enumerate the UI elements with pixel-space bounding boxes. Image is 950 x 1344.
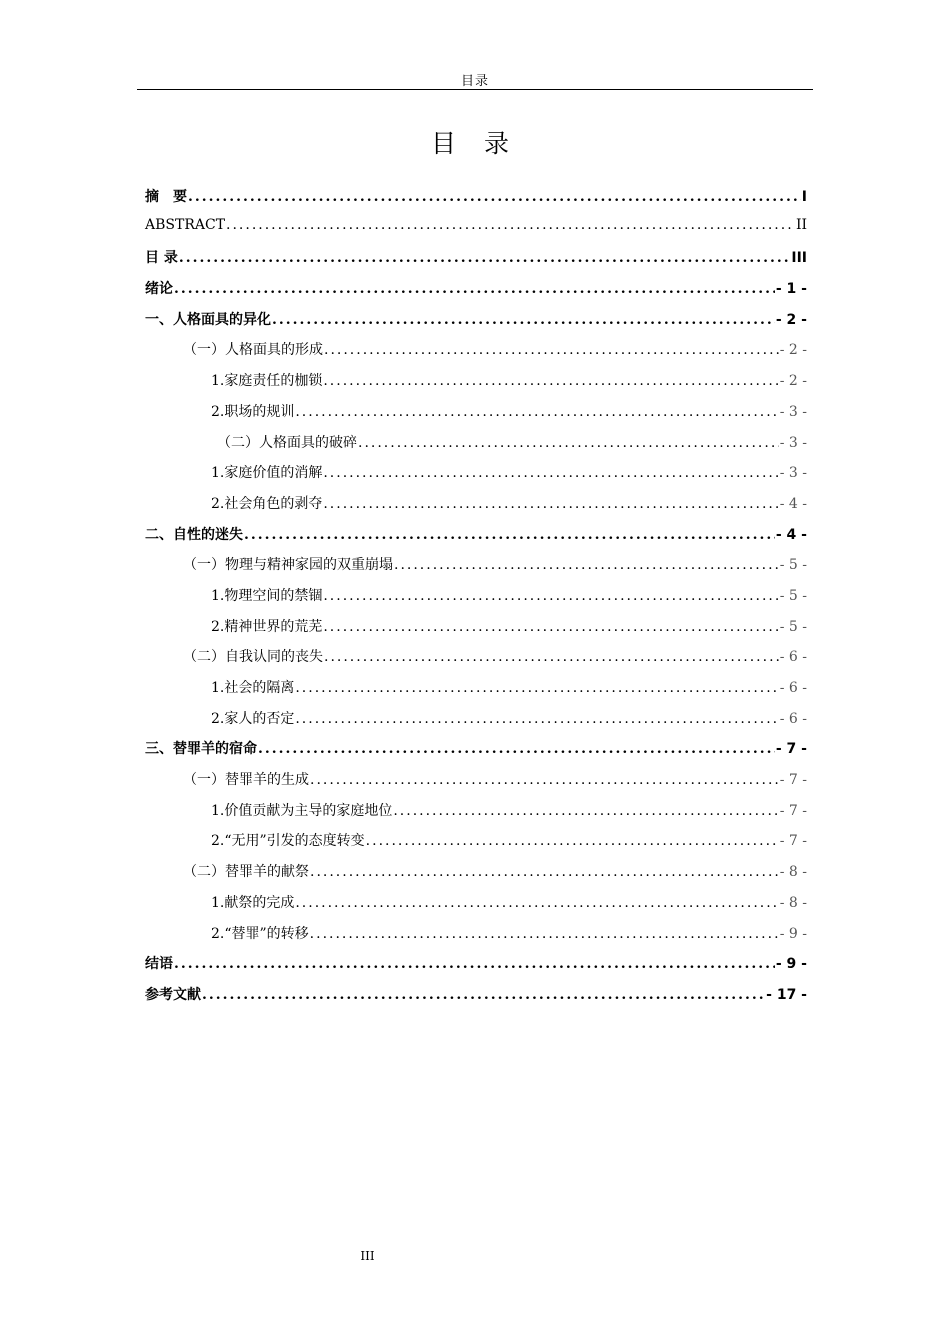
- toc-dot-leader: [323, 373, 778, 389]
- toc-entry[interactable]: [145, 769, 807, 800]
- toc-entry-label: 一、人格面具的异化: [145, 311, 271, 328]
- toc-dot-leader: [310, 772, 779, 788]
- page-title: 目 录: [431, 129, 519, 158]
- toc-entry[interactable]: [145, 339, 807, 370]
- toc-entry-label: （一）物理与精神家园的双重崩塌: [183, 557, 393, 574]
- toc-entry-label: 二、自性的迷失: [145, 526, 243, 543]
- toc-dot-leader: [310, 864, 779, 880]
- toc-entry-page: - 3 -: [779, 434, 807, 451]
- table-of-contents: [145, 186, 807, 1015]
- toc-entry-label: 2.社会角色的剥夺: [211, 495, 323, 512]
- toc-entry-page: - 3 -: [779, 465, 807, 482]
- toc-entry-label: 1.物理空间的禁锢: [211, 587, 323, 604]
- running-header: 目录: [460, 74, 489, 89]
- toc-entry-page: - 2 -: [775, 311, 807, 328]
- toc-entry-page: II: [795, 216, 807, 233]
- toc-dot-leader: [295, 711, 778, 727]
- toc-entry-label: 1.家庭价值的消解: [211, 465, 323, 482]
- toc-entry[interactable]: [145, 217, 807, 248]
- toc-entry-page: - 3 -: [779, 403, 807, 420]
- toc-entry-page: - 17 -: [766, 986, 807, 1003]
- toc-entry-page: - 2 -: [779, 373, 807, 390]
- toc-entry-label: 参考文献: [145, 986, 201, 1003]
- toc-entry-page: - 7 -: [775, 741, 807, 758]
- toc-entry[interactable]: [145, 247, 807, 278]
- toc-dot-leader: [295, 404, 778, 420]
- toc-entry[interactable]: [145, 646, 807, 677]
- toc-entry[interactable]: [145, 524, 807, 555]
- toc-entry-page: - 5 -: [779, 618, 807, 635]
- toc-entry-label: 2.家人的否定: [211, 710, 295, 727]
- toc-entry-page: - 5 -: [779, 557, 807, 574]
- toc-entry-label: 2.“替罪”的转移: [211, 925, 309, 942]
- toc-dot-leader: [174, 281, 775, 297]
- toc-entry-label: 1.家庭责任的枷锁: [211, 373, 323, 390]
- toc-dot-leader: [188, 189, 801, 205]
- toc-dot-leader: [295, 680, 778, 696]
- toc-dot-leader: [394, 557, 779, 573]
- toc-dot-leader: [244, 527, 775, 543]
- toc-entry-label: （二）自我认同的丧失: [183, 649, 323, 666]
- toc-entry[interactable]: [145, 493, 807, 524]
- toc-entry-page: - 2 -: [779, 342, 807, 359]
- toc-entry-label: 1.价值贡献为主导的家庭地位: [211, 802, 393, 819]
- toc-entry[interactable]: [145, 309, 807, 340]
- toc-entry[interactable]: [145, 370, 807, 401]
- toc-entry-label: 2.“无用”引发的态度转变: [211, 833, 365, 850]
- toc-dot-leader: [323, 588, 778, 604]
- toc-entry-page: - 1 -: [775, 281, 807, 298]
- toc-dot-leader: [323, 465, 778, 481]
- toc-entry[interactable]: [145, 708, 807, 739]
- toc-entry[interactable]: [145, 462, 807, 493]
- toc-entry[interactable]: [145, 432, 807, 463]
- toc-entry[interactable]: [145, 861, 807, 892]
- toc-dot-leader: [202, 987, 765, 1003]
- toc-dot-leader: [258, 741, 775, 757]
- toc-entry[interactable]: [145, 984, 807, 1015]
- toc-dot-leader: [272, 312, 775, 328]
- toc-entry-label: 2.精神世界的荒芜: [211, 618, 323, 635]
- toc-entry-page: - 7 -: [779, 802, 807, 819]
- toc-dot-leader: [295, 895, 778, 911]
- toc-entry-page: - 9 -: [779, 925, 807, 942]
- toc-dot-leader: [179, 250, 790, 266]
- toc-dot-leader: [324, 649, 779, 665]
- toc-dot-leader: [324, 342, 779, 358]
- toc-entry-page: - 6 -: [779, 649, 807, 666]
- toc-entry[interactable]: [145, 738, 807, 769]
- toc-dot-leader: [174, 956, 775, 972]
- toc-dot-leader: [358, 435, 779, 451]
- toc-entry-page: - 4 -: [775, 526, 807, 543]
- toc-entry-label: 摘 要: [145, 189, 187, 205]
- toc-entry[interactable]: [145, 616, 807, 647]
- toc-entry[interactable]: [145, 677, 807, 708]
- toc-entry-label: 2.职场的规训: [211, 403, 295, 420]
- toc-entry-page: III: [791, 250, 807, 267]
- header-rule: [137, 89, 813, 90]
- toc-entry-label: （二）替罪羊的献祭: [183, 864, 309, 881]
- toc-entry-label: 三、替罪羊的宿命: [145, 741, 257, 758]
- toc-entry-label: （一）人格面具的形成: [183, 342, 323, 359]
- toc-entry-label: 绪论: [145, 281, 173, 298]
- toc-entry[interactable]: [145, 186, 807, 217]
- toc-entry-page: - 4 -: [779, 495, 807, 512]
- toc-dot-leader: [366, 833, 779, 849]
- toc-entry[interactable]: [145, 401, 807, 432]
- toc-entry-page: - 8 -: [779, 864, 807, 881]
- toc-entry-page: - 7 -: [779, 833, 807, 850]
- toc-dot-leader: [310, 926, 779, 942]
- toc-entry-label: 1.献祭的完成: [211, 894, 295, 911]
- toc-entry[interactable]: [145, 923, 807, 954]
- toc-entry[interactable]: [145, 554, 807, 585]
- toc-entry-label: （一）替罪羊的生成: [183, 772, 309, 789]
- toc-entry[interactable]: [145, 800, 807, 831]
- toc-dot-leader: [323, 496, 778, 512]
- toc-entry[interactable]: [145, 278, 807, 309]
- toc-entry[interactable]: [145, 892, 807, 923]
- toc-entry-page: - 8 -: [779, 894, 807, 911]
- toc-entry-label: 1.社会的隔离: [211, 680, 295, 696]
- toc-entry[interactable]: [145, 585, 807, 616]
- toc-entry-page: - 6 -: [779, 680, 807, 696]
- toc-dot-leader: [323, 619, 778, 635]
- page-number: III: [360, 1249, 375, 1263]
- toc-entry[interactable]: [145, 953, 807, 984]
- toc-entry-page: - 6 -: [779, 710, 807, 727]
- toc-dot-leader: [226, 217, 795, 233]
- toc-entry-label: 目 录: [145, 250, 178, 267]
- toc-entry-page: - 9 -: [775, 956, 807, 973]
- toc-entry-page: - 5 -: [779, 587, 807, 604]
- toc-entry-label: 结语: [145, 956, 173, 973]
- toc-entry-label: （二）人格面具的破碎: [217, 434, 357, 451]
- toc-dot-leader: [393, 803, 778, 819]
- toc-entry-page: I: [801, 189, 807, 205]
- toc-entry[interactable]: [145, 830, 807, 861]
- toc-entry-label: ABSTRACT: [145, 216, 226, 233]
- toc-entry-page: - 7 -: [779, 772, 807, 789]
